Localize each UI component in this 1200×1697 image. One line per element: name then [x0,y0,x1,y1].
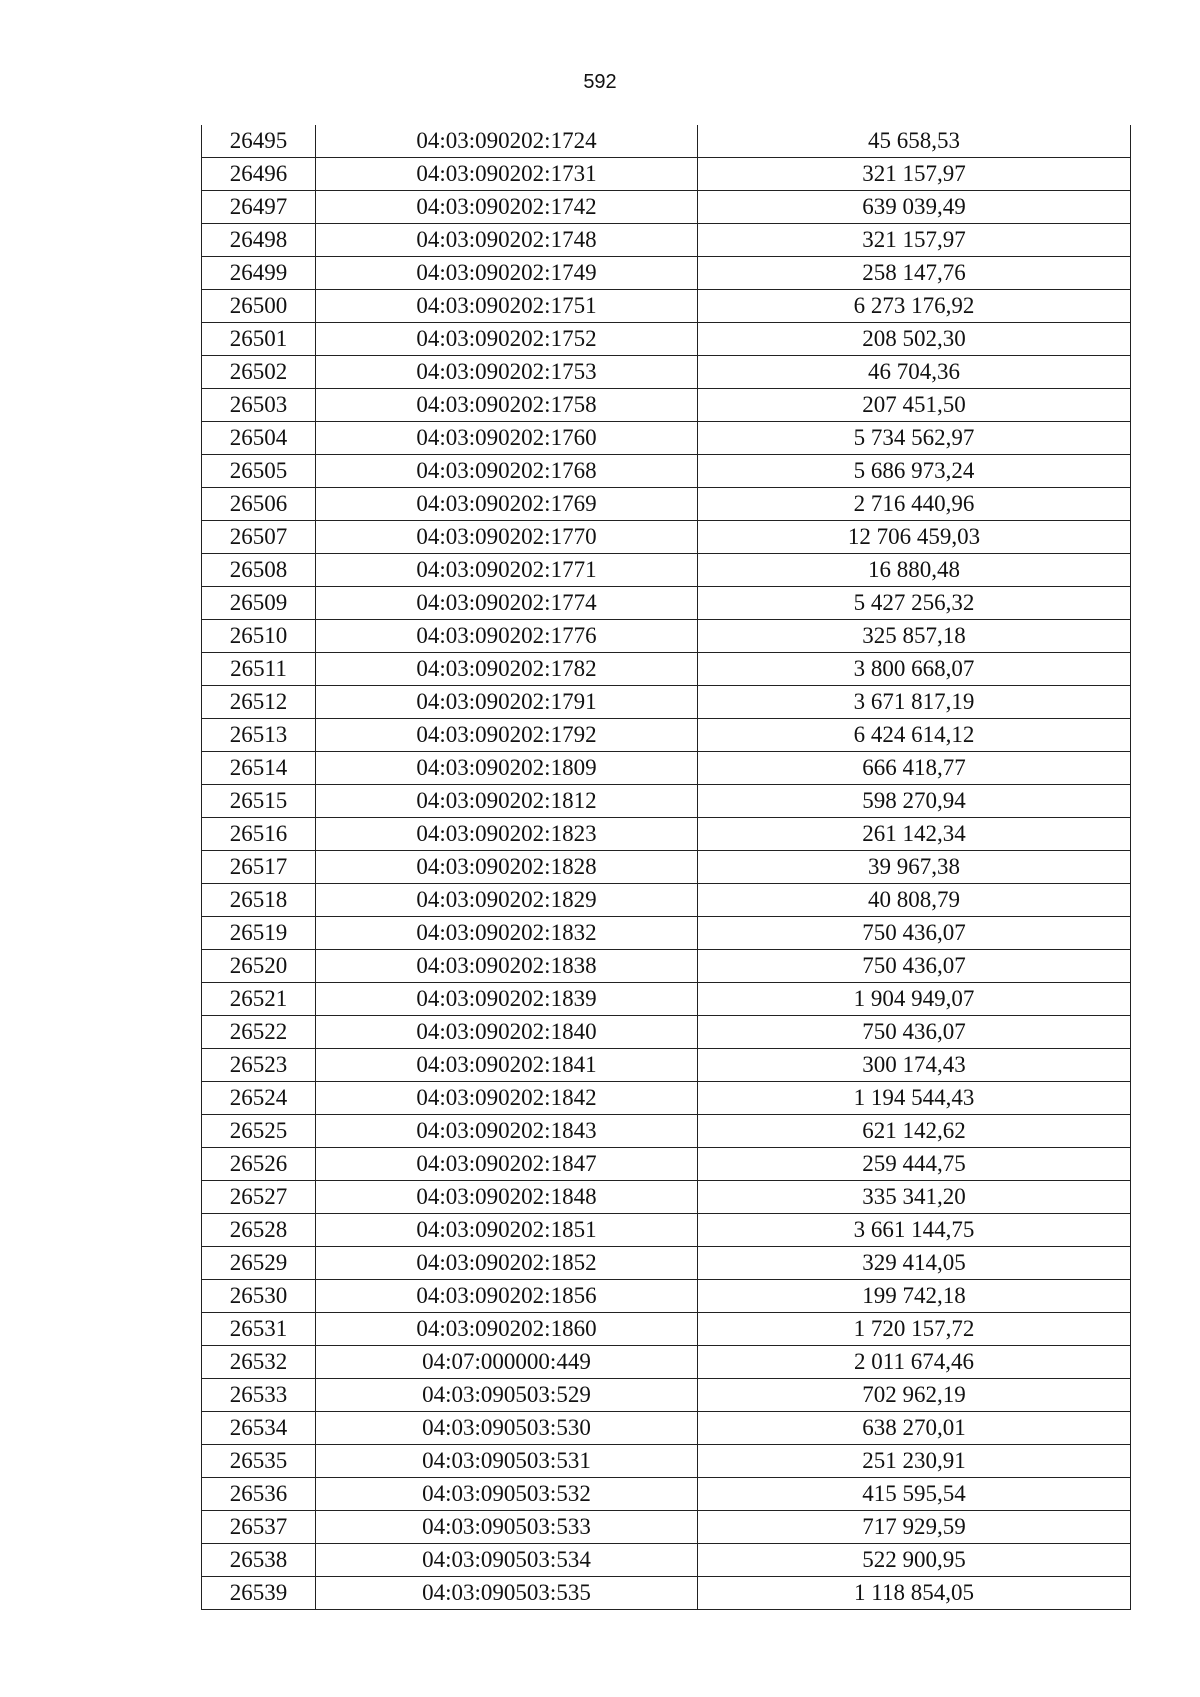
cadastral-value-cell: 750 436,07 [698,917,1131,950]
cadastral-number-cell: 04:03:090202:1769 [316,488,698,521]
row-number-cell: 26535 [202,1445,316,1478]
row-number-cell: 26539 [202,1577,316,1610]
cadastral-value-cell: 3 661 144,75 [698,1214,1131,1247]
cadastral-value-cell: 3 800 668,07 [698,653,1131,686]
row-number-cell: 26497 [202,191,316,224]
table-row [202,620,1131,653]
cadastral-number-cell: 04:03:090202:1774 [316,587,698,620]
table-row [202,521,1131,554]
table-row [202,1478,1131,1511]
cadastral-number-cell: 04:03:090202:1839 [316,983,698,1016]
cadastral-value-cell: 717 929,59 [698,1511,1131,1544]
cadastral-number-cell: 04:03:090202:1771 [316,554,698,587]
cadastral-number-cell: 04:03:090202:1758 [316,389,698,422]
cadastral-number-cell: 04:03:090202:1791 [316,686,698,719]
cadastral-number-cell: 04:03:090202:1812 [316,785,698,818]
table-row [202,1049,1131,1082]
row-number-cell: 26507 [202,521,316,554]
cadastral-number-cell: 04:03:090503:535 [316,1577,698,1610]
cadastral-number-cell: 04:03:090202:1856 [316,1280,698,1313]
cadastral-number-cell: 04:03:090202:1749 [316,257,698,290]
row-number-cell: 26496 [202,158,316,191]
cadastral-value-cell: 750 436,07 [698,1016,1131,1049]
cadastral-value-cell: 3 671 817,19 [698,686,1131,719]
row-number-cell: 26499 [202,257,316,290]
cadastral-number-cell: 04:03:090202:1776 [316,620,698,653]
row-number-cell: 26520 [202,950,316,983]
page-number: 592 [583,71,617,93]
row-number-cell: 26510 [202,620,316,653]
row-number-cell: 26526 [202,1148,316,1181]
row-number-cell: 26521 [202,983,316,1016]
cadastral-number-cell: 04:03:090202:1792 [316,719,698,752]
table-row [202,1115,1131,1148]
cadastral-value-cell: 1 194 544,43 [698,1082,1131,1115]
row-number-cell: 26502 [202,356,316,389]
row-number-cell: 26523 [202,1049,316,1082]
cadastral-value-cell: 45 658,53 [698,125,1131,158]
cadastral-number-cell: 04:03:090202:1742 [316,191,698,224]
table-row [202,488,1131,521]
cadastral-value-cell: 46 704,36 [698,356,1131,389]
cadastral-number-cell: 04:03:090202:1752 [316,323,698,356]
cadastral-value-cell: 6 273 176,92 [698,290,1131,323]
cadastral-value-cell: 251 230,91 [698,1445,1131,1478]
table-row [202,1577,1131,1610]
table-row [202,1214,1131,1247]
table-row [202,323,1131,356]
row-number-cell: 26524 [202,1082,316,1115]
table-row [202,191,1131,224]
table-row [202,125,1131,158]
cadastral-number-cell: 04:03:090202:1760 [316,422,698,455]
cadastral-value-cell: 5 427 256,32 [698,587,1131,620]
table-row [202,1313,1131,1346]
table-row [202,719,1131,752]
cadastral-number-cell: 04:03:090202:1851 [316,1214,698,1247]
cadastral-number-cell: 04:03:090202:1809 [316,752,698,785]
cadastral-value-cell: 5 734 562,97 [698,422,1131,455]
cadastral-value-cell: 1 720 157,72 [698,1313,1131,1346]
cadastral-value-cell: 598 270,94 [698,785,1131,818]
cadastral-value-cell: 1 118 854,05 [698,1577,1131,1610]
table-row [202,884,1131,917]
cadastral-value-cell: 329 414,05 [698,1247,1131,1280]
cadastral-number-cell: 04:03:090503:531 [316,1445,698,1478]
row-number-cell: 26531 [202,1313,316,1346]
cadastral-value-cell: 261 142,34 [698,818,1131,851]
cadastral-number-cell: 04:03:090202:1847 [316,1148,698,1181]
table-row [202,554,1131,587]
cadastral-number-cell: 04:03:090202:1828 [316,851,698,884]
row-number-cell: 26527 [202,1181,316,1214]
table-row [202,1082,1131,1115]
cadastral-value-cell: 2 716 440,96 [698,488,1131,521]
cadastral-number-cell: 04:03:090202:1829 [316,884,698,917]
cadastral-number-cell: 04:03:090202:1843 [316,1115,698,1148]
row-number-cell: 26503 [202,389,316,422]
cadastral-value-cell: 335 341,20 [698,1181,1131,1214]
cadastral-number-cell: 04:03:090202:1841 [316,1049,698,1082]
table-row [202,785,1131,818]
cadastral-number-cell: 04:03:090503:529 [316,1379,698,1412]
row-number-cell: 26536 [202,1478,316,1511]
row-number-cell: 26522 [202,1016,316,1049]
row-number-cell: 26534 [202,1412,316,1445]
row-number-cell: 26514 [202,752,316,785]
cadastral-value-cell: 6 424 614,12 [698,719,1131,752]
table-row [202,1511,1131,1544]
cadastral-number-cell: 04:03:090503:532 [316,1478,698,1511]
cadastral-number-cell: 04:03:090202:1724 [316,125,698,158]
row-number-cell: 26511 [202,653,316,686]
cadastral-value-cell: 2 011 674,46 [698,1346,1131,1379]
table-row [202,158,1131,191]
cadastral-number-cell: 04:03:090202:1731 [316,158,698,191]
cadastral-value-cell: 5 686 973,24 [698,455,1131,488]
row-number-cell: 26518 [202,884,316,917]
row-number-cell: 26495 [202,125,316,158]
cadastral-value-cell: 259 444,75 [698,1148,1131,1181]
row-number-cell: 26512 [202,686,316,719]
table-row [202,983,1131,1016]
cadastral-value-cell: 666 418,77 [698,752,1131,785]
cadastral-number-cell: 04:03:090202:1838 [316,950,698,983]
table-row [202,224,1131,257]
row-number-cell: 26538 [202,1544,316,1577]
cadastral-number-cell: 04:03:090202:1768 [316,455,698,488]
cadastral-value-cell: 321 157,97 [698,158,1131,191]
cadastral-value-cell: 207 451,50 [698,389,1131,422]
cadastral-value-cell: 321 157,97 [698,224,1131,257]
cadastral-number-cell: 04:03:090202:1770 [316,521,698,554]
row-number-cell: 26532 [202,1346,316,1379]
cadastral-value-cell: 12 706 459,03 [698,521,1131,554]
row-number-cell: 26504 [202,422,316,455]
table-row [202,653,1131,686]
cadastral-number-cell: 04:03:090503:530 [316,1412,698,1445]
cadastral-number-cell: 04:03:090202:1840 [316,1016,698,1049]
cadastral-number-cell: 04:03:090202:1753 [316,356,698,389]
row-number-cell: 26500 [202,290,316,323]
table-row [202,1346,1131,1379]
row-number-cell: 26498 [202,224,316,257]
table-row [202,917,1131,950]
table-row [202,1379,1131,1412]
table-row [202,1445,1131,1478]
cadastral-number-cell: 04:03:090202:1823 [316,818,698,851]
cadastral-value-cell: 300 174,43 [698,1049,1131,1082]
cadastral-number-cell: 04:03:090202:1832 [316,917,698,950]
table-row [202,1247,1131,1280]
row-number-cell: 26517 [202,851,316,884]
row-number-cell: 26513 [202,719,316,752]
row-number-cell: 26525 [202,1115,316,1148]
cadastral-value-cell: 40 808,79 [698,884,1131,917]
cadastral-value-cell: 199 742,18 [698,1280,1131,1313]
cadastral-number-cell: 04:03:090202:1748 [316,224,698,257]
row-number-cell: 26501 [202,323,316,356]
table-row [202,851,1131,884]
cadastral-value-cell: 702 962,19 [698,1379,1131,1412]
row-number-cell: 26505 [202,455,316,488]
row-number-cell: 26529 [202,1247,316,1280]
cadastral-value-cell: 750 436,07 [698,950,1131,983]
table-row [202,290,1131,323]
cadastral-number-cell: 04:03:090202:1860 [316,1313,698,1346]
table-row [202,1544,1131,1577]
cadastral-value-cell: 258 147,76 [698,257,1131,290]
row-number-cell: 26506 [202,488,316,521]
row-number-cell: 26530 [202,1280,316,1313]
cadastral-value-cell: 1 904 949,07 [698,983,1131,1016]
cadastral-number-cell: 04:03:090202:1842 [316,1082,698,1115]
cadastral-number-cell: 04:03:090202:1852 [316,1247,698,1280]
row-number-cell: 26516 [202,818,316,851]
row-number-cell: 26509 [202,587,316,620]
table-row [202,1412,1131,1445]
cadastral-number-cell: 04:03:090202:1782 [316,653,698,686]
cadastral-number-cell: 04:03:090503:534 [316,1544,698,1577]
cadastral-value-cell: 325 857,18 [698,620,1131,653]
row-number-cell: 26528 [202,1214,316,1247]
cadastral-number-cell: 04:03:090503:533 [316,1511,698,1544]
table-row [202,389,1131,422]
cadastral-value-cell: 638 270,01 [698,1412,1131,1445]
cadastral-value-cell: 39 967,38 [698,851,1131,884]
table-row [202,1280,1131,1313]
table-row [202,950,1131,983]
row-number-cell: 26515 [202,785,316,818]
table-row [202,686,1131,719]
cadastral-value-table [201,125,1131,1610]
table-row [202,1016,1131,1049]
table-body [202,125,1131,1610]
cadastral-number-cell: 04:03:090202:1751 [316,290,698,323]
table-row [202,356,1131,389]
cadastral-value-cell: 522 900,95 [698,1544,1131,1577]
table-row [202,587,1131,620]
table-row [202,1148,1131,1181]
cadastral-number-cell: 04:07:000000:449 [316,1346,698,1379]
cadastral-value-cell: 639 039,49 [698,191,1131,224]
row-number-cell: 26533 [202,1379,316,1412]
table-row [202,257,1131,290]
cadastral-value-cell: 415 595,54 [698,1478,1131,1511]
cadastral-number-cell: 04:03:090202:1848 [316,1181,698,1214]
table-row [202,455,1131,488]
cadastral-value-cell: 621 142,62 [698,1115,1131,1148]
cadastral-value-cell: 16 880,48 [698,554,1131,587]
table-row [202,1181,1131,1214]
row-number-cell: 26537 [202,1511,316,1544]
table-row [202,752,1131,785]
cadastral-value-cell: 208 502,30 [698,323,1131,356]
row-number-cell: 26508 [202,554,316,587]
table-row [202,818,1131,851]
table-row [202,422,1131,455]
row-number-cell: 26519 [202,917,316,950]
